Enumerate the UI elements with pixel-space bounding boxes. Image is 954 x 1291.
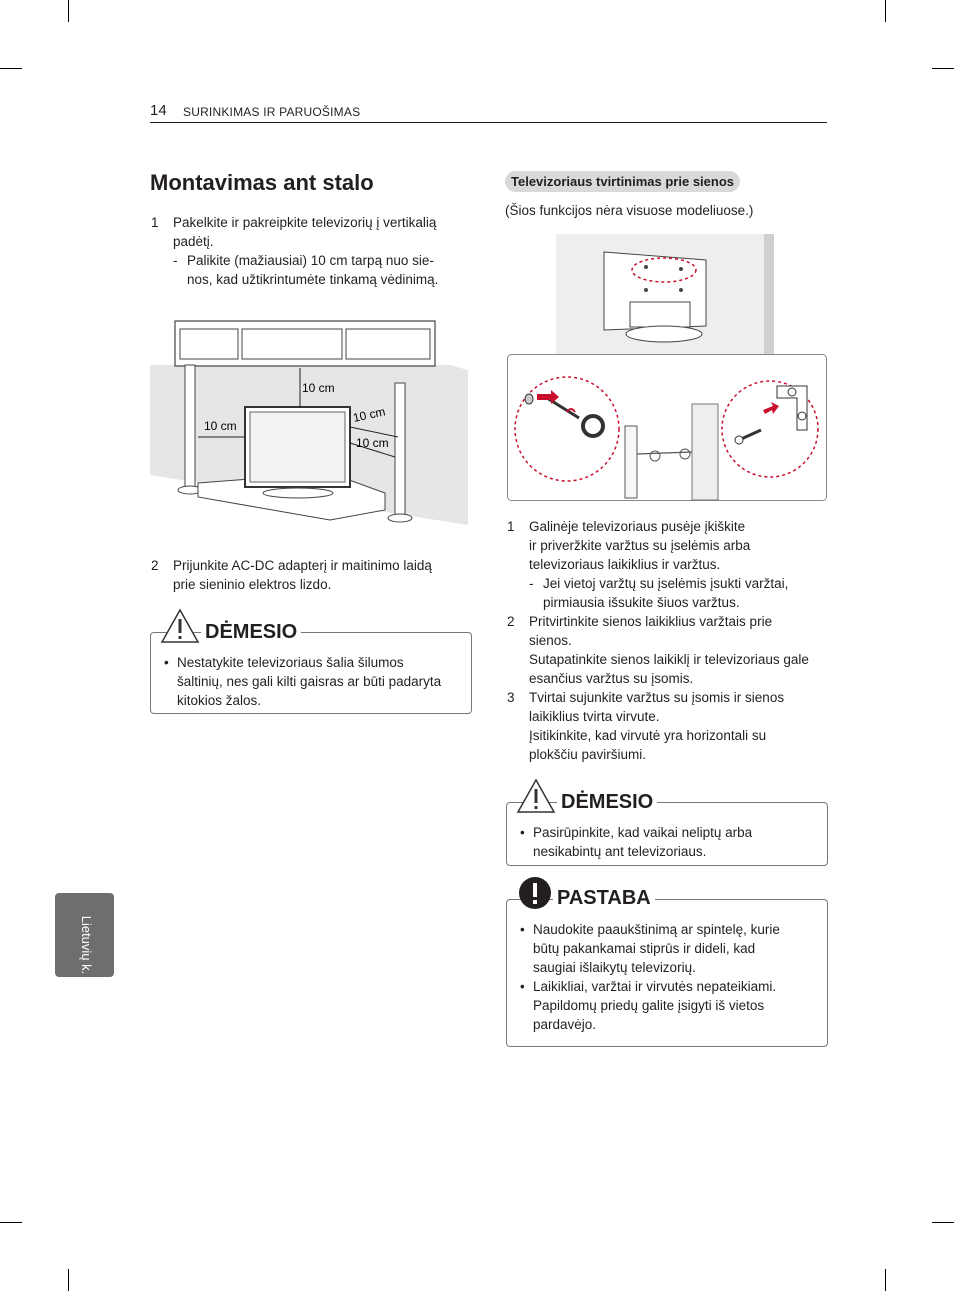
gap-label: 10 cm (204, 419, 237, 433)
note-text: saugiai išlaikytų televizorių. (533, 960, 696, 975)
bullet: • (520, 979, 525, 994)
bullet: • (520, 825, 525, 840)
note-text: pardavėjo. (533, 1017, 597, 1032)
illustration-frame (508, 355, 827, 501)
tv-stand-base (626, 326, 702, 342)
step-number: 2 (151, 558, 159, 573)
tv-back-panel (630, 302, 690, 327)
step-subtext: Palikite (mažiausiai) 10 cm tarpą nuo sie- (187, 253, 434, 268)
crop-mark (0, 1222, 22, 1223)
page-number: 14 (150, 102, 167, 119)
caution-text: Nestatykite televizoriaus šalia šilumos (177, 655, 404, 670)
crop-mark (68, 0, 69, 22)
step-text: Pakelkite ir pakreipkite televizorių į vertikalią (173, 215, 437, 230)
step-number: 3 (507, 690, 515, 705)
warning-triangle-icon (516, 778, 556, 814)
step-text: laikiklius tvirta virvute. (529, 709, 660, 724)
bracket-hole (788, 388, 796, 396)
screw-hole (679, 288, 683, 292)
bullet: • (164, 655, 169, 670)
screw-head (735, 436, 743, 444)
section-header: SURINKIMAS IR PARUOŠIMAS (183, 105, 361, 119)
caution-text: Pasirūpinkite, kad vaikai neliptų arba (533, 825, 753, 840)
availability-note: (Šios funkcijos nėra visuose modeliuose.) (505, 203, 754, 218)
gap-label: 10 cm (302, 381, 335, 395)
crop-mark (0, 68, 22, 69)
step-text: Tvirtai sujunkite varžtus su įsomis ir sienos (529, 690, 785, 705)
dash: - (529, 576, 534, 591)
step-subtext: nos, kad užtikrintumėte tinkamą vėdinimą. (187, 272, 439, 287)
step-subtext: Jei vietoj varžtų su įselėmis įsukti varžtai, (543, 576, 789, 591)
step-subtext: pirmiausia išsukite šiuos varžtus. (543, 595, 740, 610)
gap-label: 10 cm (351, 404, 387, 425)
caution-title: DĖMESIO (557, 791, 657, 814)
caution-text: kitokios žalos. (177, 693, 262, 708)
step-number: 1 (151, 215, 159, 230)
header-rule (150, 122, 827, 123)
language-tab-label: Lietuvių k. (79, 915, 94, 975)
shelf-compartment (346, 329, 430, 359)
speaker-base (388, 514, 412, 522)
screw-hole (644, 265, 648, 269)
step-text: ir priveržkite varžtus su įselėmis arba (529, 538, 751, 553)
step-text: Galinėje televizoriaus pusėje įkiškite (529, 519, 746, 534)
step-text: Įsitikinkite, kad virvutė yra horizontali su (529, 728, 767, 743)
step-text: Prijunkite AC-DC adapterį ir maitinimo laidą (173, 558, 432, 573)
subsection-label: Televizoriaus tvirtinimas prie sienos (505, 171, 740, 192)
step-text: padėtį. (173, 234, 214, 249)
crop-mark (885, 0, 886, 22)
step-text: sienos. (529, 633, 572, 648)
crop-mark (932, 1222, 954, 1223)
gap-label: 10 cm (356, 436, 389, 450)
hole (525, 394, 533, 404)
tv-panel (250, 412, 345, 482)
note-text: Laikikliai, varžtai ir virvutės nepateikiami. (533, 979, 777, 994)
caution-text: šaltinių, nes gali kilti gaisras ar būti padaryta (177, 674, 442, 689)
shelf-compartment (242, 329, 342, 359)
bracket-hole (798, 412, 806, 420)
page-title: Montavimas ant stalo (150, 170, 374, 195)
screw-hole (644, 288, 648, 292)
wall-corner (764, 234, 774, 356)
step-text: plokščiu paviršiumi. (529, 747, 647, 762)
note-text: Naudokite paaukštinimą ar spintelę, kurie (533, 922, 780, 937)
crop-mark (932, 68, 954, 69)
step-text: esančius varžtus su įsomis. (529, 671, 694, 686)
note-text: būtų pakankamai stiprūs ir dideli, kad (533, 941, 756, 956)
exclamation-icon (518, 876, 552, 910)
tv-edge (625, 426, 637, 498)
note-text: Papildomų priedų galite įsigyti iš vietos (533, 998, 765, 1013)
crop-mark (885, 1269, 886, 1291)
note-title: PASTABA (553, 887, 655, 910)
step-number: 1 (507, 519, 515, 534)
wall-mount-illustration (507, 354, 827, 502)
caution-text: nesikabintų ant televizoriaus. (533, 844, 707, 859)
shelf-compartment (180, 329, 238, 359)
crop-mark (68, 1269, 69, 1291)
warning-triangle-icon (160, 608, 200, 644)
caution-title: DĖMESIO (201, 621, 301, 644)
speaker-right (395, 383, 405, 515)
screw-hole (679, 267, 683, 271)
step-text: televizoriaus laikiklius ir varžtus. (529, 557, 721, 572)
step-number: 2 (507, 614, 515, 629)
step-text: prie sieninio elektros lizdo. (173, 577, 332, 592)
wall-section (692, 404, 718, 500)
tv-base (263, 488, 333, 498)
step-text: Pritvirtinkite sienos laikiklius varžtais prie (529, 614, 773, 629)
speaker-left (185, 365, 195, 490)
bullet: • (520, 922, 525, 937)
step-text: Sutapatinkite sienos laikiklį ir televizoriaus gale (529, 652, 809, 667)
table-mount-illustration (150, 315, 470, 537)
dash: - (173, 253, 178, 268)
tv-back-illustration (556, 234, 774, 356)
